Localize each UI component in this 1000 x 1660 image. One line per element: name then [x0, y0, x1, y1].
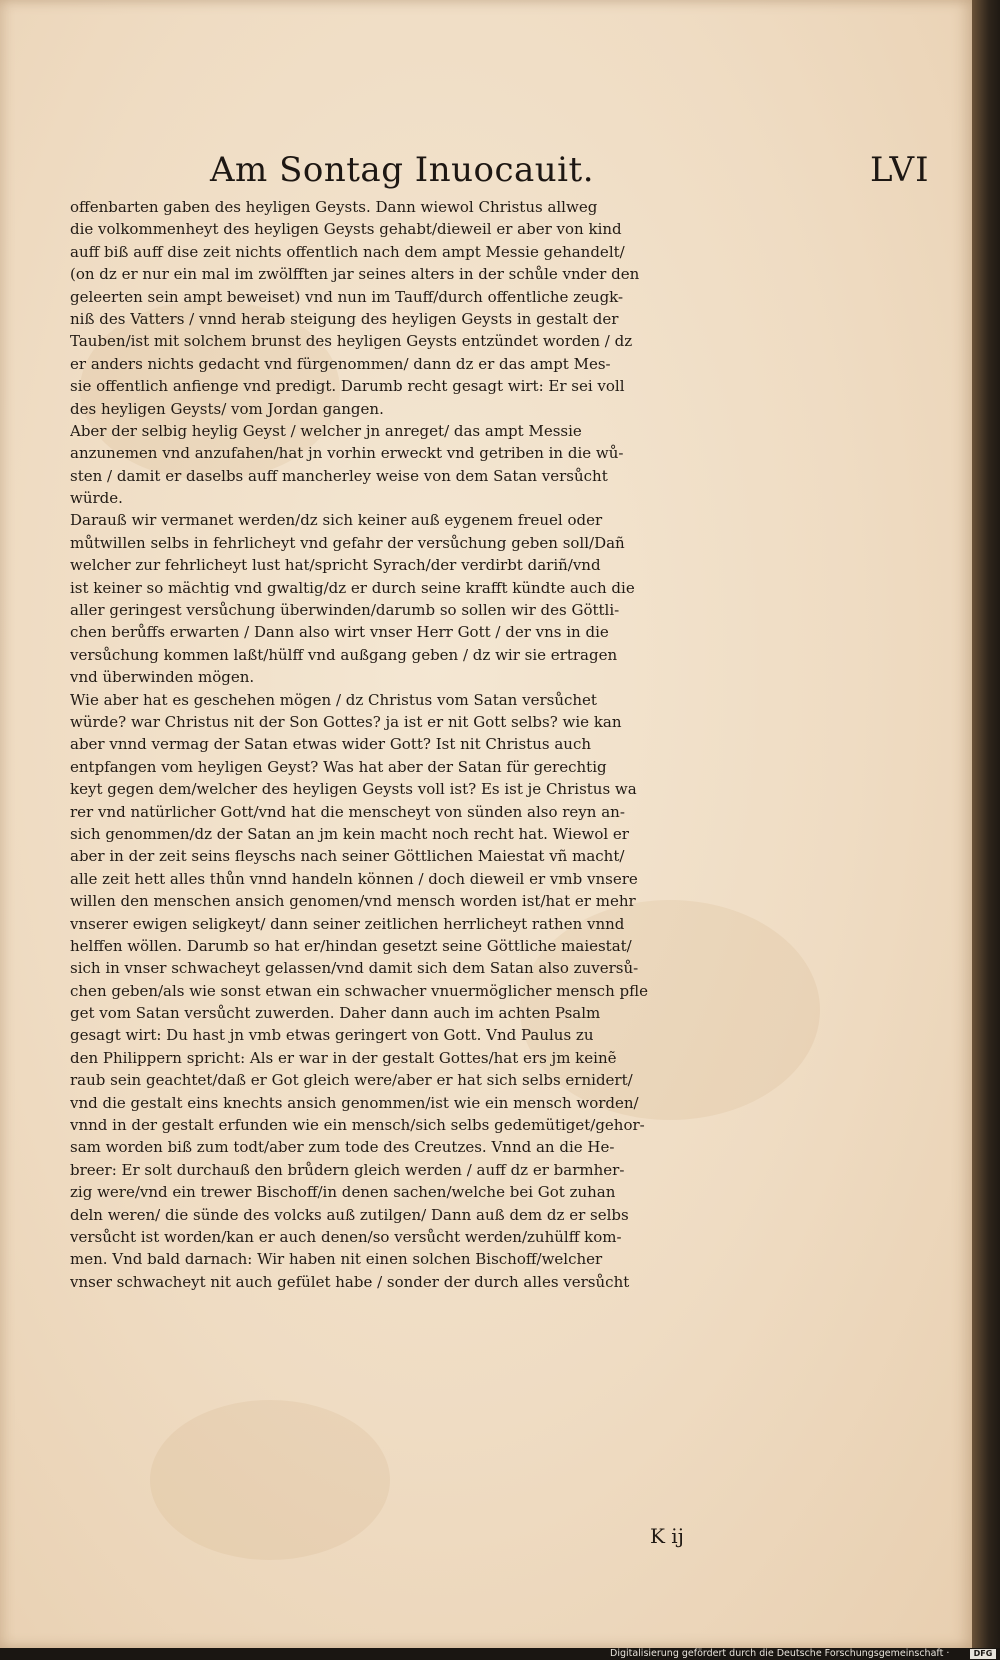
running-head: Am Sontag Inuocauit.	[210, 150, 595, 190]
text-line: aber in der zeit seins fleyschs nach seiner Göttlichen Maiestat vñ macht/	[70, 847, 625, 866]
paper-stain	[150, 1400, 390, 1560]
text-line: breer: Er solt durchauß den brůdern gleich werden / auff dz er barmher-	[70, 1160, 625, 1179]
text-line: vnserer ewigen seligkeyt/ dann seiner zeitlichen herrlicheyt rathen vnnd	[70, 914, 625, 933]
text-line: (on dz er nur ein mal im zwölfften jar seines alters in der schůle vnder den	[70, 265, 640, 284]
text-line: alle zeit hett alles thůn vnnd handeln können / doch dieweil er vmb vnsere	[70, 869, 638, 888]
text-line: vnnd in der gestalt erfunden wie ein mensch/sich selbs gedemütiget/gehor-	[70, 1116, 645, 1135]
digitization-credit: Digitalisierung gefördert durch die Deutsche Forschungsgemeinschaft ·	[610, 1648, 950, 1659]
body-text	[70, 196, 760, 1293]
text-line: zig were/vnd ein trewer Bischoff/in denen sachen/welche bei Got zuhan	[70, 1183, 616, 1202]
text-line: würde.	[70, 489, 123, 508]
text-line: men. Vnd bald darnach: Wir haben nit einen solchen Bischoff/welcher	[70, 1250, 603, 1269]
text-line: den Philippern spricht: Als er war in der gestalt Gottes/hat ers jm keinẽ	[70, 1048, 617, 1067]
text-line: raub sein geachtet/daß er Got gleich were/aber er hat sich selbs ernidert/	[70, 1071, 633, 1090]
text-line: aller geringest versůchung überwinden/darumb so sollen wir des Göttli-	[70, 601, 620, 620]
text-line: rer vnd natürlicher Gott/vnd hat die menscheyt von sünden also reyn an-	[70, 802, 625, 821]
text-line: sie offentlich anfienge vnd predigt. Darumb recht gesagt wirt: Er sei voll	[70, 377, 625, 396]
text-line: vnd überwinden mögen.	[70, 668, 255, 687]
text-line: geleerten sein ampt beweiset) vnd nun im Tauff/durch offentliche zeugk-	[70, 287, 624, 306]
text-line: get vom Satan versůcht zuwerden. Daher dann auch im achten Psalm	[70, 1004, 601, 1023]
text-line: helffen wöllen. Darumb so hat er/hindan gesetzt seine Göttliche maiestat/	[70, 936, 632, 955]
text-line: sam worden biß zum todt/aber zum tode des Creutzes. Vnnd an die He-	[70, 1138, 615, 1157]
text-line: gesagt wirt: Du hast jn vmb etwas geringert von Gott. Vnd Paulus zu	[70, 1026, 594, 1045]
text-line: welcher zur fehrlicheyt lust hat/spricht Syrach/der verdirbt dariñ/vnd	[70, 556, 601, 575]
page-edge	[972, 0, 1000, 1648]
text-line: deln weren/ die sünde des volcks auß zutilgen/ Dann auß dem dz er selbs	[70, 1205, 629, 1224]
text-line: niß des Vatters / vnnd herab steigung des heyligen Geysts in gestalt der	[70, 309, 619, 328]
text-line: chen berůffs erwarten / Dann also wirt vnser Herr Gott / der vns in die	[70, 623, 609, 642]
text-line: Darauß wir vermanet werden/dz sich keiner auß eygenem freuel oder	[70, 511, 603, 530]
text-line: entpfangen vom heyligen Geyst? Was hat aber der Satan für gerechtig	[70, 757, 607, 776]
text-line: sten / damit er daselbs auff mancherley weise von dem Satan versůcht	[70, 466, 608, 485]
signature-mark: K ij	[650, 1524, 684, 1548]
text-line: můtwillen selbs in fehrlicheyt vnd gefahr der versůchung geben soll/Dañ	[70, 533, 625, 552]
text-line: die volkommenheyt des heyligen Geysts gehabt/dieweil er aber von kind	[70, 220, 622, 239]
text-line: versůchung kommen laßt/hülff vnd außgang geben / dz wir sie ertragen	[70, 645, 618, 664]
text-line: auff biß auff dise zeit nichts offentlich nach dem ampt Messie gehandelt/	[70, 242, 625, 261]
text-line: er anders nichts gedacht vnd fürgenommen/ dann dz er das ampt Mes-	[70, 354, 611, 373]
folio-number: LVI	[870, 150, 930, 190]
text-line: vnser schwacheyt nit auch gefület habe / sonder der durch alles versůcht	[70, 1272, 630, 1291]
text-line: ist keiner so mächtig vnd gwaltig/dz er durch seine krafft kündte auch die	[70, 578, 635, 597]
text-line: Aber der selbig heylig Geyst / welcher jn anreget/ das ampt Messie	[70, 421, 582, 440]
text-line: des heyligen Geysts/ vom Jordan gangen.	[70, 399, 384, 418]
text-line: vnd die gestalt eins knechts ansich genommen/ist wie ein mensch worden/	[70, 1093, 639, 1112]
text-line: sich in vnser schwacheyt gelassen/vnd damit sich dem Satan also zuversů-	[70, 959, 639, 978]
dfg-logo: DFG	[970, 1649, 996, 1659]
text-line: willen den menschen ansich genomen/vnd mensch worden ist/hat er mehr	[70, 892, 636, 911]
text-line: chen geben/als wie sonst etwan ein schwacher vnuermöglicher mensch pfle	[70, 981, 648, 1000]
text-line: versůcht ist worden/kan er auch denen/so versůcht werden/zuhülff kom-	[70, 1227, 622, 1246]
text-line: würde? war Christus nit der Son Gottes? ja ist er nit Gott selbs? wie kan	[70, 712, 622, 731]
text-line: sich genommen/dz der Satan an jm kein macht noch recht hat. Wiewol er	[70, 824, 629, 843]
text-line: aber vnnd vermag der Satan etwas wider Gott? Ist nit Christus auch	[70, 735, 592, 754]
text-line: Wie aber hat es geschehen mögen / dz Christus vom Satan versůchet	[70, 690, 597, 709]
text-line: keyt gegen dem/welcher des heyligen Geysts voll ist? Es ist je Christus wa	[70, 780, 637, 799]
text-line: anzunemen vnd anzufahen/hat jn vorhin erweckt vnd getriben in die wů-	[70, 444, 624, 463]
text-line: Tauben/ist mit solchem brunst des heyligen Geysts entzündet worden / dz	[70, 332, 633, 351]
text-line: offenbarten gaben des heyligen Geysts. Dann wiewol Christus allweg	[70, 198, 598, 216]
